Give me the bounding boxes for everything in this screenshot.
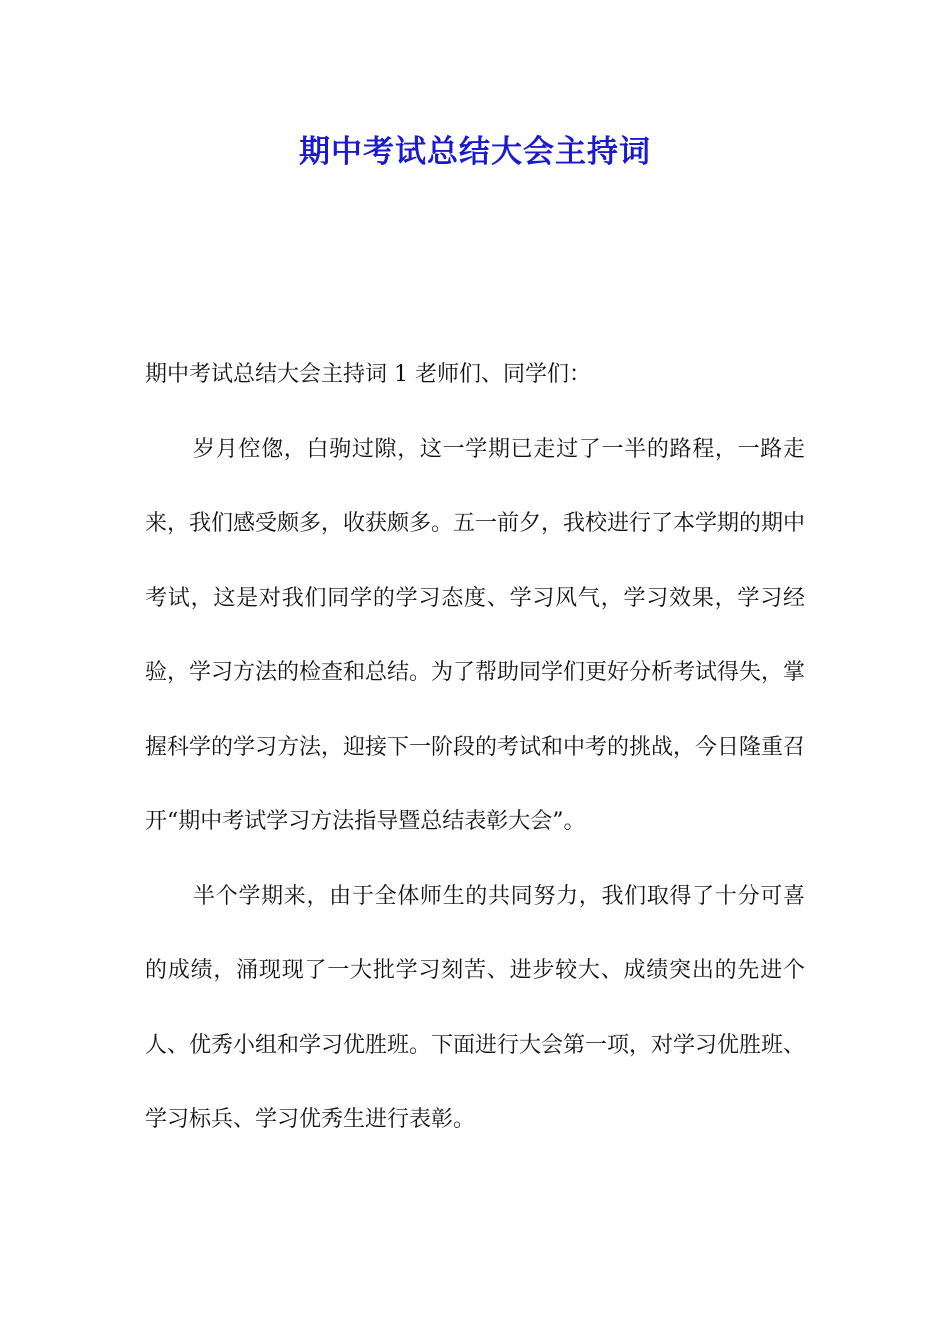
body-paragraph-1: 岁月倥偬，白驹过隙，这一学期已走过了一半的路程，一路走来，我们感受颇多，收获颇多。五一前夕，我校进行了本学期的期中考试，这是对我们同学的学习态度、学习风气，学习效果，学习经验，学习方法的检查和总结。为了帮助同学们更好分析考试得失，掌握科学的学习方法，迎接下一阶段的考试和中考的挑战，今日隆重召开“期中考试学习方法指导暨总结表彰大会”。 — [145, 436, 806, 834]
document-body — [145, 338, 805, 1158]
document-title: 期中考试总结大会主持词 — [299, 134, 651, 170]
greeting-paragraph: 期中考试总结大会主持词 1 老师们、同学们： — [145, 362, 591, 387]
body-paragraph-2: 半个学期来，由于全体师生的共同努力，我们取得了十分可喜的成绩，涌现现了一大批学习刻苦、进步较大、成绩突出的先进个人、优秀小组和学习优胜班。下面进行大会第一项，对学习优胜班、学习标兵、学习优秀生进行表彰。 — [145, 883, 806, 1132]
